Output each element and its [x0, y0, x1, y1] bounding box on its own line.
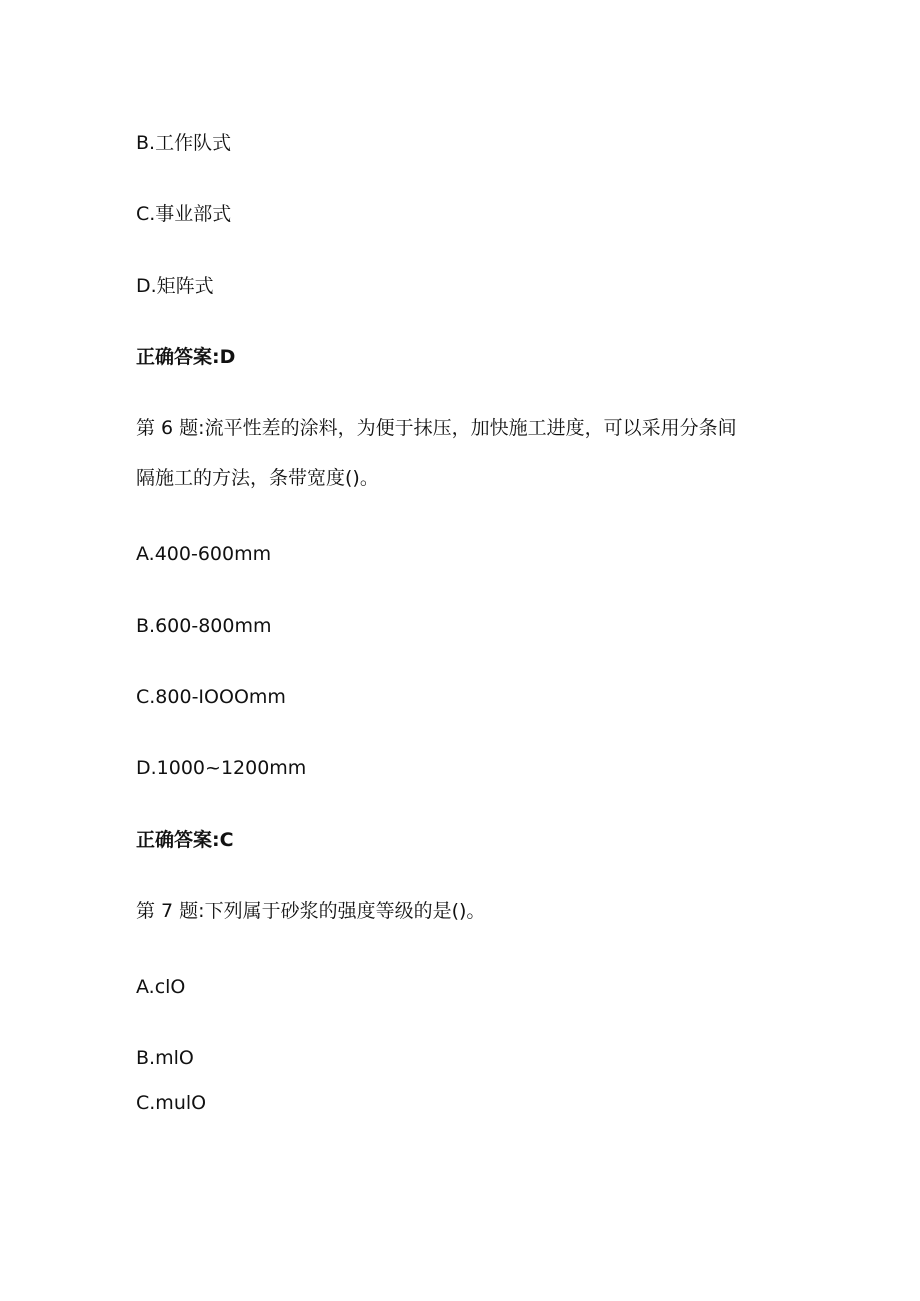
- q7-option-b: B.mlO: [136, 1047, 194, 1069]
- q5-answer: 正确答案:D: [136, 346, 236, 368]
- q5-option-c: C.事业部式: [136, 203, 232, 225]
- q5-option-d: D.矩阵式: [136, 275, 214, 297]
- q7-option-c: C.mulO: [136, 1092, 207, 1114]
- q6-option-d: D.1000~1200mm: [136, 757, 307, 779]
- q5-option-b: B.工作队式: [136, 132, 232, 154]
- q6-option-a: A.400-600mm: [136, 543, 272, 565]
- q7-option-a: A.clO: [136, 976, 186, 998]
- q6-stem-line1: 第 6 题:流平性差的涂料，为便于抹压，加快施工进度，可以采用分条间: [136, 417, 737, 439]
- q6-option-b: B.600-800mm: [136, 615, 272, 637]
- q7-stem: 第 7 题:下列属于砂浆的强度等级的是()。: [136, 900, 486, 922]
- q6-stem-line2: 隔施工的方法，条带宽度()。: [136, 467, 379, 489]
- q6-answer: 正确答案:C: [136, 829, 234, 851]
- q6-option-c: C.800-IOOOmm: [136, 686, 286, 708]
